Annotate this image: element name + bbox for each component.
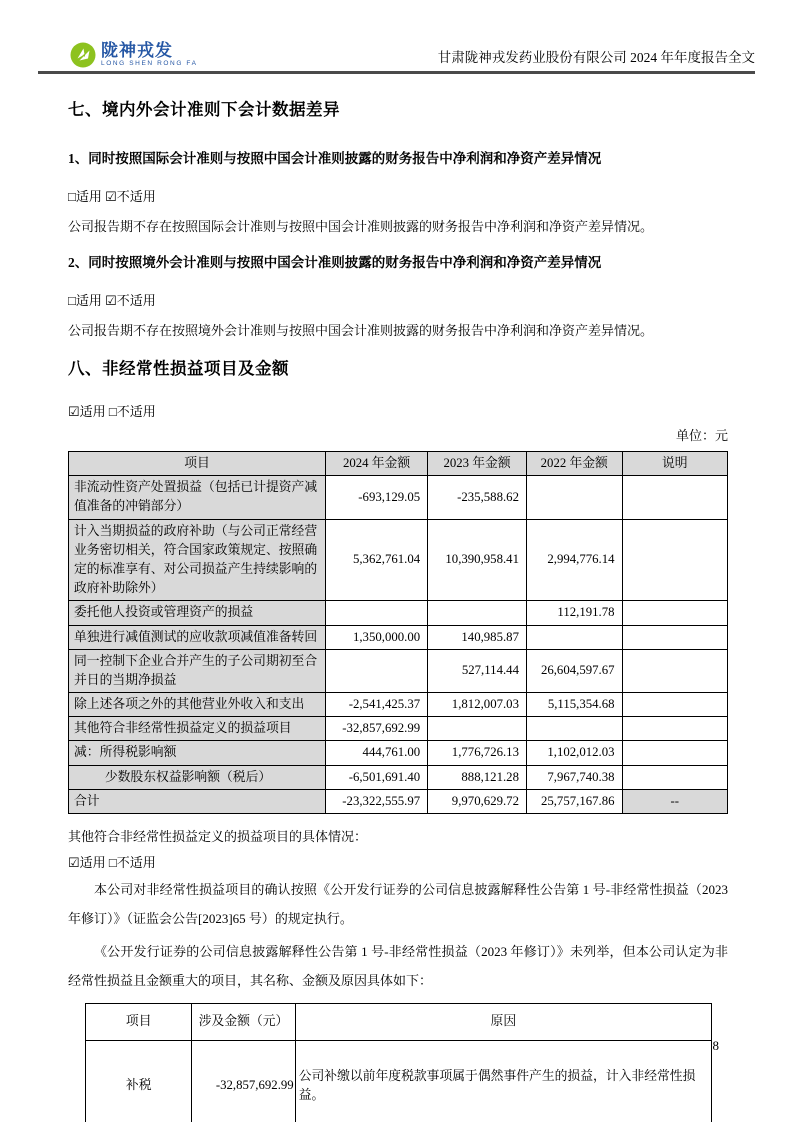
row-2022-value: 112,191.78 [526,601,622,625]
row-2023-value [428,601,527,625]
page-number: 8 [712,1038,719,1053]
row-note [622,476,727,519]
row-2023-value: 888,121.28 [428,765,527,789]
row-2024-value: 1,350,000.00 [326,625,428,649]
applicability-line-8: ☑适用 □不适用 [68,404,156,419]
row-2022-value: 26,604,597.67 [526,649,622,692]
applicability-line-7-2: □适用 ☑不适用 [68,293,156,308]
page-content [68,86,728,1122]
total-2024-value: -23,322,555.97 [326,789,428,813]
col-header-2023: 2023 年金额 [428,452,527,476]
page-header [38,42,755,74]
table-row [69,601,728,625]
row-item-label: 同一控制下企业合并产生的子公司期初至合并日的当期净损益 [69,649,326,692]
row-item-label: 补税 [86,1041,192,1122]
row-2024-value [326,649,428,692]
note-7-2: 公司报告期不存在按照境外会计准则与按照中国会计准则披露的财务报告中净利润和净资产差异情况。 [68,323,654,338]
row-note [622,601,727,625]
row-note [622,519,727,601]
other-items-detail-label: 其他符合非经常性损益定义的损益项目的具体情况： [68,829,368,844]
subsection-7-2-heading: 2、同时按照境外会计准则与按照中国会计准则披露的财务报告中净利润和净资产差异情况 [68,255,602,270]
row-2024-value: -32,857,692.99 [326,717,428,741]
row-item-label: 非流动性资产处置损益（包括已计提资产减值准备的冲销部分） [69,476,326,519]
row-2022-value: 2,994,776.14 [526,519,622,601]
table-row [69,519,728,601]
row-note [622,717,727,741]
significant-items-table [85,1003,712,1122]
row-2024-value [326,601,428,625]
total-2023-value: 9,970,629.72 [428,789,527,813]
total-2022-value: 25,757,167.86 [526,789,622,813]
section-8-heading: 八、非经常性损益项目及金额 [68,359,289,378]
row-2023-value: 1,812,007.03 [428,693,527,717]
table-row [69,693,728,717]
table-row [69,649,728,692]
row-2024-value: -6,501,691.40 [326,765,428,789]
company-logo [70,42,198,68]
applicability-line-other: ☑适用 □不适用 [68,855,156,870]
logo-chinese-name: 陇神戎发 [101,41,173,61]
row-item-label: 少数股东权益影响额（税后） [69,765,326,789]
applicability-line-7-1: □适用 ☑不适用 [68,189,156,204]
col-header-note: 说明 [622,452,727,476]
row-note [622,693,727,717]
non-recurring-items-table [68,451,728,814]
logo-english-name: LONG SHEN RONG FA [101,60,198,68]
row-2022-value [526,717,622,741]
section-7-heading: 七、境内外会计准则下会计数据差异 [68,100,340,119]
table-row [86,1041,712,1122]
col-header-item: 项目 [69,452,326,476]
table-total-row [69,789,728,813]
row-note [622,625,727,649]
row-2023-value [428,717,527,741]
row-item-label: 计入当期损益的政府补助（与公司正常经营业务密切相关，符合国家政策规定、按照确定的标准享有、对公司损益产生持续影响的政府补助除外） [69,519,326,601]
row-note [622,649,727,692]
row-2023-value: -235,588.62 [428,476,527,519]
logo-leaf-circle-icon [70,42,96,68]
row-2022-value: 7,967,740.38 [526,765,622,789]
document-title: 甘肃陇神戎发药业股份有限公司 2024 年年度报告全文 [437,50,755,65]
row-item-label: 减：所得税影响额 [69,741,326,765]
total-note: -- [622,789,727,813]
row-note [622,741,727,765]
table-row [69,741,728,765]
col-header-reason: 原因 [295,1004,711,1041]
row-2022-value [526,476,622,519]
row-2023-value: 10,390,958.41 [428,519,527,601]
row-item-label: 单独进行减值测试的应收款项减值准备转回 [69,625,326,649]
unit-label: 单位：元 [675,428,728,443]
row-item-label: 其他符合非经常性损益定义的损益项目 [69,717,326,741]
col-header-item: 项目 [86,1004,192,1041]
table-header-row [69,452,728,476]
row-2024-value: -2,541,425.37 [326,693,428,717]
row-item-label: 委托他人投资或管理资产的损益 [69,601,326,625]
row-amount-value: -32,857,692.99 [192,1041,295,1122]
note-7-1: 公司报告期不存在按照国际会计准则与按照中国会计准则披露的财务报告中净利润和净资产差异情况。 [68,219,654,234]
col-header-amount: 涉及金额（元） [192,1004,295,1041]
table-row [69,476,728,519]
row-2022-value [526,625,622,649]
row-note [622,765,727,789]
table-row [69,765,728,789]
logo-wordmark [101,42,198,68]
table-header-row [86,1004,712,1041]
total-label: 合计 [69,789,326,813]
row-2023-value: 1,776,726.13 [428,741,527,765]
subsection-7-1-heading: 1、同时按照国际会计准则与按照中国会计准则披露的财务报告中净利润和净资产差异情况 [68,151,602,166]
col-header-2022: 2022 年金额 [526,452,622,476]
policy-paragraph-2: 《公开发行证券的公司信息披露解释性公告第 1 号-非经常性损益（2023 年修订）》未列举，但本公司认定为非经常性损益且金额重大的项目，其名称、金额及原因具体如下： [68,944,728,988]
row-2023-value: 140,985.87 [428,625,527,649]
row-2022-value: 5,115,354.68 [526,693,622,717]
row-reason-text: 公司补缴以前年度税款事项属于偶然事件产生的损益，计入非经常性损益。 [295,1041,711,1122]
table-row [69,717,728,741]
col-header-2024: 2024 年金额 [326,452,428,476]
row-2023-value: 527,114.44 [428,649,527,692]
row-2024-value: -693,129.05 [326,476,428,519]
row-2024-value: 5,362,761.04 [326,519,428,601]
row-2022-value: 1,102,012.03 [526,741,622,765]
table-row [69,625,728,649]
row-item-label: 除上述各项之外的其他营业外收入和支出 [69,693,326,717]
policy-paragraph-1: 本公司对非经常性损益项目的确认按照《公开发行证券的公司信息披露解释性公告第 1 号-非经常性损益（2023 年修订）》（证监会公告[2023]65 号）的规定执行。 [68,882,728,926]
row-2024-value: 444,761.00 [326,741,428,765]
